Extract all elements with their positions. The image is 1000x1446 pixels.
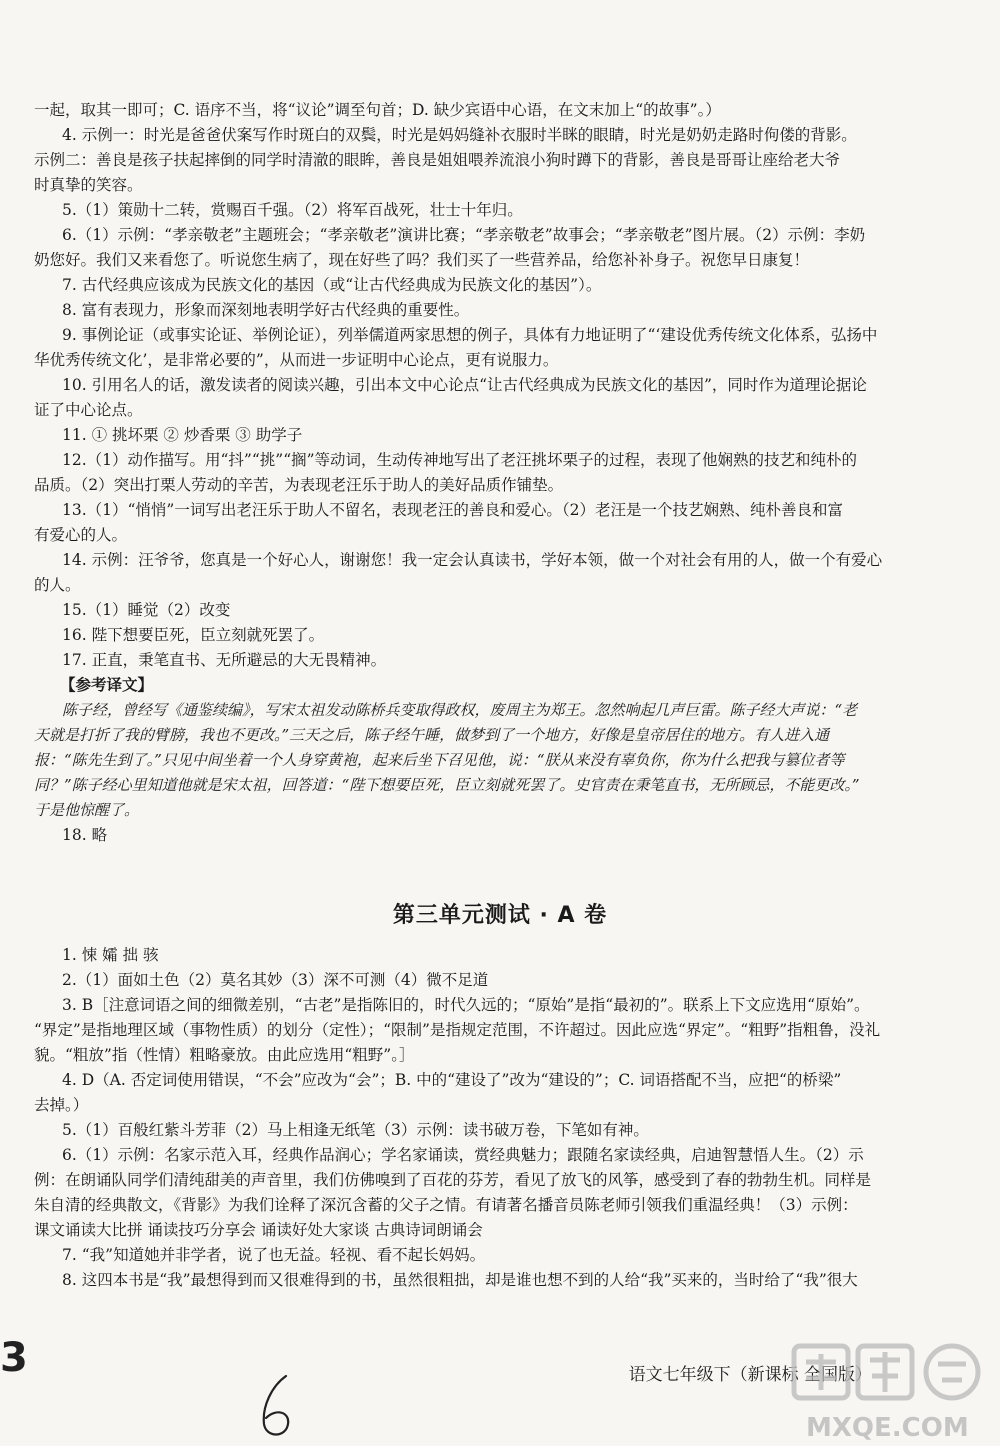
- answer-line: 品质。（2）突出打栗人劳动的辛苦，为表现老汪乐于助人的美好品质作铺垫。: [34, 476, 564, 494]
- answer-line: 11. ① 挑坏栗 ② 炒香栗 ③ 助学子: [62, 426, 303, 444]
- answer-line: 4. D（A. 否定词使用错误，“不会”应改为“会”；B. 中的“建设了”改为“建设的”；C. 词语搭配不当，应把“的桥梁”: [62, 1071, 842, 1089]
- answer-line: 有爱心的人。: [34, 526, 128, 544]
- answer-line: 13.（1）“悄悄”一词写出老汪乐于助人不留名，表现老汪的善良和爱心。（2）老汪是一个技艺娴熟、纯朴善良和富: [62, 501, 843, 519]
- answer-line: 4. 示例一：时光是爸爸伏案写作时斑白的双鬓，时光是妈妈缝补衣服时半眯的眼睛，时光是奶奶走路时佝偻的背影。: [62, 126, 857, 144]
- svg-text:MXQE.COM: MXQE.COM: [806, 1413, 969, 1443]
- handwritten-6-mark: [256, 1372, 300, 1442]
- translation-line: 天就是打折了我的臂膀，我也不更改。”三天之后，陈子经午睡，做梦到了一个地方，好像是皇帝居住的地方。有人进入通: [34, 726, 830, 744]
- answer-line: 8. 富有表现力，形象而深刻地表明学好古代经典的重要性。: [62, 301, 470, 319]
- answer-line: 证了中心论点。: [34, 401, 143, 419]
- translation-line: 报：“陈先生到了。”只见中间坐着一个人身穿黄袍，起来后坐下召见他，说：“朕从来没有辜负你，你为什么把我与篡位者等: [34, 751, 845, 769]
- answer-line: “界定”是指地理区域（事物性质）的划分（定性）；“限制”是指规定范围，不许超过。因此应选“界定”。“粗野”指粗鲁，没礼: [34, 1021, 881, 1039]
- answer-line: 14. 示例：汪爷爷，您真是一个好心人，谢谢您！我一定会认真读书，学好本领，做一个对社会有用的人，做一个有爱心: [62, 551, 883, 569]
- answer-line: 华优秀传统文化’，是非常必要的”，从而进一步证明中心论点，更有说服力。: [34, 351, 559, 369]
- answer-line: 18. 略: [62, 826, 108, 844]
- translation-line: 于是他惊醒了。: [34, 801, 140, 819]
- translation-line: 陈子经，曾经写《通鉴续编》，写宋太祖发动陈桥兵变取得政权，废周主为郑王。忽然响起几声巨雷。陈子经大声说：“老: [62, 701, 858, 719]
- answer-section-unit3: [34, 943, 974, 1293]
- answer-line: 7. “我”知道她并非学者，说了也无益。轻视、看不起长妈妈。: [62, 1246, 486, 1264]
- answer-line: 3. B［注意词语之间的细微差别，“古老”是指陈旧的，时代久远的；“原始”是指“最初的”。联系上下文应选用“原始”。: [62, 996, 870, 1014]
- answer-line: 5.（1）策勋十二转，赏赐百千强。（2）将军百战死，壮士十年归。: [62, 201, 523, 219]
- answer-line: 例：在朗诵队同学们清纯甜美的声音里，我们仿佛嗅到了百花的芬芳，看见了放飞的风筝，感受到了春的勃勃生机。同样是: [34, 1171, 872, 1189]
- answer-section-unit2: [34, 98, 974, 848]
- answer-line: 示例二：善良是孩子扶起摔倒的同学时清澈的眼眸，善良是姐姐喂养流浪小狗时蹲下的背影，善良是哥哥让座给老大爷: [34, 151, 841, 169]
- answer-line: 10. 引用名人的话，激发读者的阅读兴趣，引出本文中心论点“让古代经典成为民族文化的基因”，同时作为道理论据论: [62, 376, 867, 394]
- answer-line: 9. 事例论证（或事实论证、举例论证），列举儒道两家思想的例子，具体有力地证明了“‘建设优秀传统文化体系，弘扬中: [62, 326, 878, 344]
- section-heading: 第三单元测试 · A 卷: [392, 903, 608, 928]
- answer-line: 去掉。）: [34, 1096, 89, 1114]
- answer-line: 一起，取其一即可；C. 语序不当，将“议论”调至句首；D. 缺少宾语中心语，在文末加上“的故事”。）: [34, 101, 721, 119]
- translation-label: 【参考译文】: [60, 676, 154, 694]
- answer-line: 貌。“粗放”指（性情）粗略豪放。由此应选用“粗野”。］: [34, 1046, 415, 1064]
- answer-line: 15.（1）睡觉（2）改变: [62, 601, 231, 619]
- answer-line: 的人。: [34, 576, 81, 594]
- answer-line: 时真挚的笑容。: [34, 176, 143, 194]
- answer-line: 2.（1）面如土色（2）莫名其妙（3）深不可测（4）微不足道: [62, 971, 489, 989]
- answer-line: 17. 正直，秉笔直书、无所避忌的大无畏精神。: [62, 651, 387, 669]
- page-number-mark: 3: [0, 1335, 28, 1381]
- answer-line: 16. 陛下想要臣死，臣立刻就死罢了。: [62, 626, 325, 644]
- translation-line: 同？”陈子经心里知道他就是宋太祖，回答道：“陛下想要臣死，臣立刻就死罢了。史官责在秉笔直书，无所顾忌，不能更改。”: [34, 776, 860, 794]
- book-footer: 语文七年级下（新课标 全国版）: [628, 1365, 872, 1385]
- answer-line: 奶您好。我们又来看您了。听说您生病了，现在好些了吗？我们买了一些营养品，给您补补身子。祝您早日康复！: [34, 251, 810, 269]
- answer-line: 朱自清的经典散文，《背影》为我们诠释了深沉含蓄的父子之情。有请著名播音员陈老师引领我们重温经典！（3）示例：: [34, 1196, 858, 1214]
- answer-line: 7. 古代经典应该成为民族文化的基因（或“让古代经典成为民族文化的基因”）。: [62, 276, 602, 294]
- watermark-logo: [786, 1340, 986, 1444]
- answer-line: 6.（1）示例：名家示范入耳，经典作品润心；学名家诵读，赏经典魅力；跟随名家读经典，启迪智慧悟人生。（2）示: [62, 1146, 864, 1164]
- answer-line: 12.（1）动作描写。用“抖”“挑”“搁”等动词，生动传神地写出了老汪挑坏栗子的过程，表现了他娴熟的技艺和纯朴的: [62, 451, 858, 469]
- answer-line: 1. 悚 孀 拙 骇: [62, 946, 159, 964]
- answer-line: 课文诵读大比拼 诵读技巧分享会 诵读好处大家谈 古典诗词朗诵会: [34, 1221, 483, 1239]
- answer-line: 5.（1）百般红紫斗芳菲（2）马上相逢无纸笔（3）示例：读书破万卷，下笔如有神。: [62, 1121, 649, 1139]
- answer-line: 6.（1）示例：“孝亲敬老”主题班会；“孝亲敬老”演讲比赛；“孝亲敬老”故事会；“孝亲敬老”图片展。（2）示例：李奶: [62, 226, 866, 244]
- answer-line: 8. 这四本书是“我”最想得到而又很难得到的书，虽然很粗拙，却是谁也想不到的人给“我”买来的，当时给了“我”很大: [62, 1271, 858, 1289]
